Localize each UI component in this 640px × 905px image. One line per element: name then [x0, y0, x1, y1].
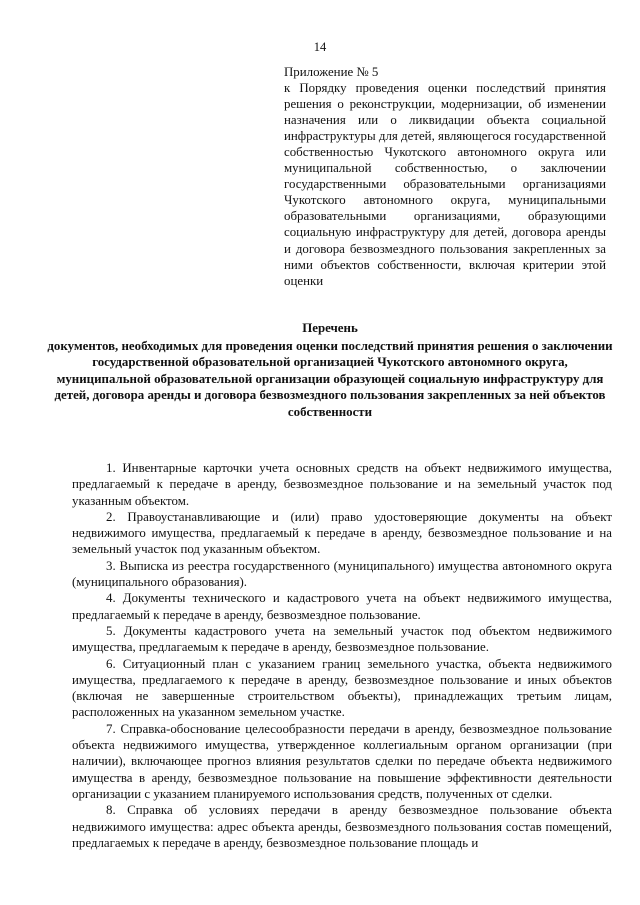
document-list [72, 460, 612, 851]
appendix-block [284, 64, 606, 289]
list-item: 8. Справка об условиях передачи в аренду безвозмездное пользование объекта недвижимого имущества: адрес объекта аренды, безвозмездного пользования состав помещений, предлагаемых к передаче в аренду, безвозмездное пользование площадь и [72, 803, 612, 850]
heading-subtitle: документов, необходимых для проведения оценки последствий принятия решения о заключении государственной образовательной организацией Чукотского автономного округа, муниципальной образовательной организации образующей социальную инфраструктуру для детей, договора аренды и договора безвозмездного пользования закрепленных за ней объектов собственности [47, 338, 613, 419]
list-item: 1. Инвентарные карточки учета основных средств на объект недвижимого имущества, предлагаемый к передаче в аренду, безвозмездное пользование и на земельный участок под указанным объектом. [72, 461, 612, 508]
list-item: 3. Выписка из реестра государственного (муниципального) имущества автономного округа (муниципального образования). [72, 558, 612, 590]
appendix-description: к Порядку проведения оценки последствий принятия решения о реконструкции, модернизации, об изменении назначения или о ликвидации объекта социальной инфраструктуры для детей, являющегося государственной собственностью Чукотского автономного округа или муниципальной собственностью, о заключении государственными образовательными организациями Чукотского автономного округа, муниципальными образовательными организациями, образующими социальную инфраструктуру для детей, договора аренды и договора безвозмездного пользования закрепленных за ними объектов собственности, включая критерии этой оценки [284, 81, 606, 288]
document-heading [44, 320, 616, 420]
page-number: 14 [313, 40, 327, 54]
list-item: 6. Ситуационный план с указанием границ земельного участка, объекта недвижимого имущества, предлагаемого к передаче в аренду, безвозмездное пользование и иных объектов (включая не завершенные строительством объекты), принадлежащих третьим лицам, расположенных на указанном земельном участке. [72, 656, 612, 720]
list-item: 5. Документы кадастрового учета на земельный участок под объектом недвижимого имущества, предлагаемым к передаче в аренду, безвозмездное пользование. [72, 623, 612, 655]
list-item: 7. Справка-обоснование целесообразности передачи в аренду, безвозмездное пользование объекта недвижимого имущества, утвержденное коллегиальным органом организации (при наличии), включающее прогноз влияния результатов сделки по передаче объекта недвижимого имущества в аренду, безвозмездное пользование на повышение эффективности деятельности организации с указанием планируемого использования средств, полученных от сделки. [72, 721, 612, 801]
appendix-title: Приложение № 5 [284, 65, 379, 79]
list-item: 2. Правоустанавливающие и (или) право удостоверяющие документы на объект недвижимого имущества, предлагаемый к передаче в аренду, безвозмездное пользование и на земельный участок под указанным объектом. [72, 509, 612, 557]
heading-title: Перечень [302, 321, 358, 335]
list-item: 4. Документы технического и кадастрового учета на объект недвижимого имущества, предлагаемый к передаче в аренду, безвозмездное пользование. [72, 591, 612, 622]
